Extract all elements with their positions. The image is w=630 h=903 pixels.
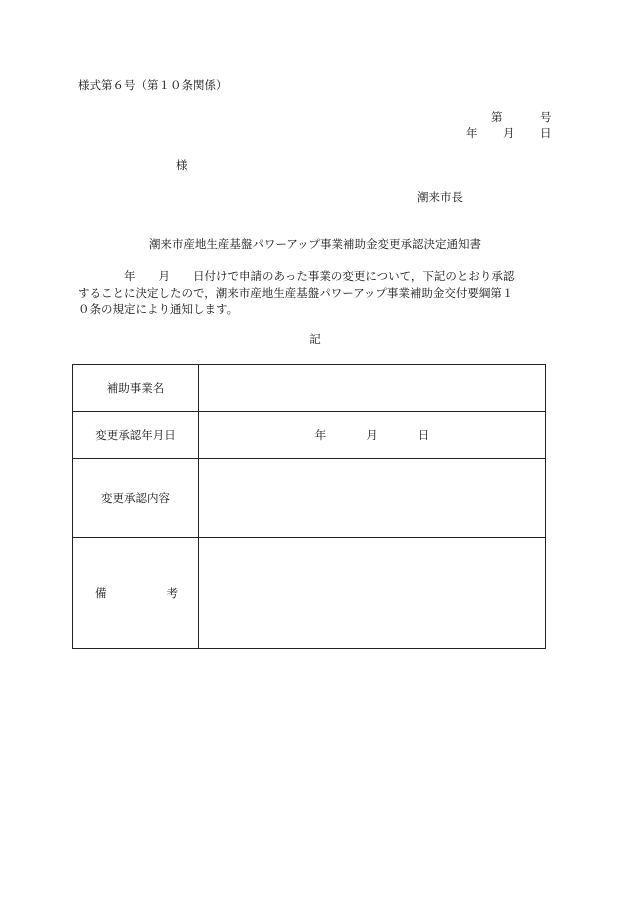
body-line-3: ０条の規定により通知します。 [78,302,239,316]
table-row [73,459,546,538]
document-number-prefix: 第 [491,110,503,124]
document-title: 潮来市産地生産基盤パワーアップ事業補助金変更承認決定通知書 [148,237,482,251]
project-name-value [199,365,546,412]
table-row [73,365,546,412]
table-row [73,538,546,649]
approval-content-label: 変更承認内容 [73,459,199,538]
approval-content-value [199,459,546,538]
approval-date-value [199,412,546,459]
issue-date-day: 日 [540,126,552,140]
approval-date-day: 日 [417,428,430,442]
ki-heading: 記 [309,332,321,346]
body-line-1: 年 月 日付けで申請のあった事業の変更について，下記のとおり承認 [78,269,515,283]
project-name-label: 補助事業名 [73,365,199,412]
addressee: 様 [176,158,188,172]
approval-date-month: 月 [366,428,378,442]
body-text [78,268,550,318]
remarks-label-b: 考 [166,586,178,600]
sender: 潮来市長 [417,190,463,204]
approval-date-year: 年 [314,428,327,442]
form-number: 様式第６号（第１０条関係） [78,78,228,92]
remarks-value [199,538,546,649]
document-number-suffix: 号 [540,110,552,124]
detail-table [72,364,546,649]
remarks-label [73,538,199,649]
approval-date-label: 変更承認年月日 [73,412,199,459]
issue-date-month: 月 [503,126,515,140]
table-row [73,412,546,459]
remarks-label-a: 備 [95,586,107,600]
body-line-2: することに決定したので，潮来市産地生産基盤パワーアップ事業補助金交付要綱第１ [78,285,514,300]
issue-date-year: 年 [466,126,478,140]
